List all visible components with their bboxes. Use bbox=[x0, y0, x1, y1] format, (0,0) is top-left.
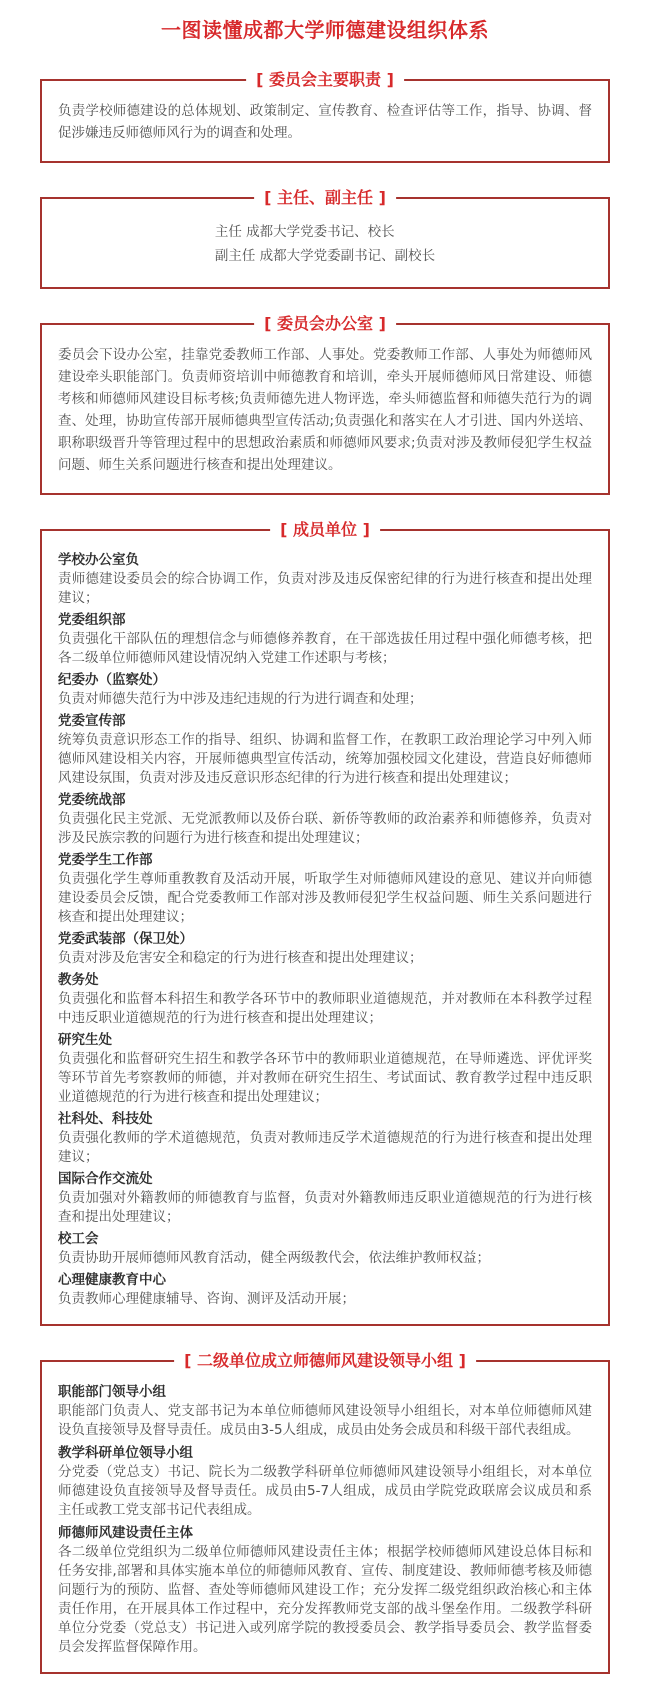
section-secondary-unit-groups bbox=[40, 1351, 610, 1674]
unit-name: 教务处 bbox=[58, 972, 99, 988]
section-committee-office bbox=[40, 314, 610, 495]
member-item bbox=[58, 611, 592, 668]
directors-lines bbox=[215, 220, 435, 268]
unit-desc: 负责对师德失范行为中涉及违纪违规的行为进行调查和处理； bbox=[58, 691, 423, 707]
unit-name: 研究生处 bbox=[58, 1032, 112, 1048]
unit-desc: 负责强化和监督研究生招生和教学各环节中的教师职业道德规范，在导师遴选、评优评奖等环节首先考察教师的师德，并对教师在研究生招生、考试面试、教育教学过程中违反职业道德规范的行为进行核查和提出处理建议； bbox=[58, 1051, 592, 1105]
committee-duties-text: 负责学校师德建设的总体规划、政策制定、宣传教育、检查评估等工作，指导、协调、督促涉嫌违反师德师风行为的调查和处理。 bbox=[58, 103, 592, 141]
director-line: 主任 成都大学党委书记、校长 bbox=[214, 224, 395, 240]
member-item bbox=[58, 671, 592, 709]
section-header-committee-duties: [ 委员会主要职责 ] bbox=[246, 69, 404, 91]
leader-group-item bbox=[58, 1444, 592, 1520]
unit-desc: 负责强化干部队伍的理想信念与师德修养教育，在干部选拔任用过程中强化师德考核，把各二级单位师德师风建设情况纳入党建工作述职与考核； bbox=[58, 631, 592, 666]
member-unit-list bbox=[58, 544, 592, 1311]
member-item bbox=[58, 1170, 592, 1227]
section-header-member-units: [ 成员单位 ] bbox=[270, 519, 380, 541]
member-item bbox=[58, 851, 592, 927]
leader-group-item bbox=[58, 1383, 592, 1440]
unit-desc: 负责强化民主党派、无党派教师以及侨台联、新侨等教师的政治素养和师德修养，负责对涉及民族宗教的问题行为进行核查和提出处理建议； bbox=[58, 811, 592, 846]
group-desc: 职能部门负责人、党支部书记为本单位师德师风建设领导小组组长，对本单位师德师风建设负直接领导及督导责任。成员由3-5人组成，成员由处务会成员和科级干部代表组成。 bbox=[58, 1403, 592, 1438]
deputy-director-line: 副主任 成都大学党委副书记、副校长 bbox=[214, 248, 436, 264]
unit-desc: 负责协助开展师德师风教育活动，健全两级教代会，依法维护教师权益； bbox=[58, 1250, 490, 1266]
unit-name: 纪委办（监察处） bbox=[58, 672, 166, 688]
unit-name: 党委武装部（保卫处） bbox=[58, 931, 193, 947]
unit-name: 党委学生工作部 bbox=[58, 852, 153, 868]
section-header-committee-office: [ 委员会办公室 ] bbox=[254, 313, 396, 335]
group-name: 教学科研单位领导小组 bbox=[58, 1445, 193, 1461]
group-name: 职能部门领导小组 bbox=[58, 1384, 166, 1400]
unit-name: 国际合作交流处 bbox=[58, 1171, 153, 1187]
unit-desc: 责师德建设委员会的综合协调工作，负责对涉及违反保密纪律的行为进行核查和提出处理建议； bbox=[58, 571, 592, 606]
unit-name: 社科处、科技处 bbox=[58, 1111, 153, 1127]
directors-block bbox=[58, 212, 592, 274]
member-item bbox=[58, 1031, 592, 1107]
unit-name: 党委宣传部 bbox=[58, 713, 126, 729]
unit-desc: 负责强化和监督本科招生和教学各环节中的教师职业道德规范，并对教师在本科教学过程中违反职业道德规范的行为进行核查和提出处理建议； bbox=[58, 991, 592, 1026]
section-member-units bbox=[40, 520, 610, 1326]
unit-desc: 负责强化教师的学术道德规范，负责对教师违反学术道德规范的行为进行核查和提出处理建议； bbox=[58, 1130, 592, 1165]
unit-desc: 负责对涉及危害安全和稳定的行为进行核查和提出处理建议； bbox=[58, 950, 423, 966]
unit-name: 党委组织部 bbox=[58, 612, 126, 628]
member-item bbox=[58, 1271, 592, 1309]
member-item bbox=[58, 791, 592, 848]
section-header-directors: [ 主任、副主任 ] bbox=[254, 187, 396, 209]
leader-group-list bbox=[58, 1375, 592, 1659]
unit-name: 校工会 bbox=[58, 1231, 99, 1247]
member-item bbox=[58, 712, 592, 788]
section-committee-duties bbox=[40, 70, 610, 163]
group-name: 师德师风建设责任主体 bbox=[58, 1525, 193, 1541]
unit-desc: 负责教师心理健康辅导、咨询、测评及活动开展； bbox=[58, 1291, 355, 1307]
group-desc: 分党委（党总支）书记、院长为二级教学科研单位师德师风建设领导小组组长，对本单位师德建设负直接领导及督导责任。成员由5-7人组成，成员由学院党政联席会议成员和系主任或教工党支部书记代表组成。 bbox=[58, 1464, 592, 1518]
unit-name: 学校办公室负 bbox=[58, 552, 139, 568]
section-directors bbox=[40, 188, 610, 289]
unit-desc: 负责强化学生尊师重教教育及活动开展，听取学生对师德师风建设的意见、建议并向师德建设委员会反馈，配合党委教师工作部对涉及教师侵犯学生权益问题、师生关系问题进行核查和提出处理建议； bbox=[58, 871, 592, 925]
page-title: 一图读懂成都大学师德建设组织体系 bbox=[161, 18, 489, 42]
section-header-secondary-unit-groups: [ 二级单位成立师德师风建设领导小组 ] bbox=[174, 1350, 476, 1372]
member-item bbox=[58, 1230, 592, 1268]
committee-office-text: 委员会下设办公室，挂靠党委教师工作部、人事处。党委教师工作部、人事处为师德师风建设牵头职能部门。负责师资培训中师德教育和培训，牵头开展师德师风日常建设、师德考核和师德师风建设目标考核;负责师德先进人物评选，牵头师德监督和师德失范行为的调查、处理，协助宣传部开展师德典型宣传活动;负责强化和落实在人才引进、国内外送培、职称职级晋升等管理过程中的思想政治素质和师德师风要求;负责对涉及教师侵犯学生权益问题、师生关系问题进行核查和提出处理建议。 bbox=[58, 347, 592, 473]
member-item bbox=[58, 971, 592, 1028]
member-item bbox=[58, 1110, 592, 1167]
member-item bbox=[58, 930, 592, 968]
unit-desc: 统筹负责意识形态工作的指导、组织、协调和监督工作，在教职工政治理论学习中列入师德师风建设相关内容，开展师德典型宣传活动，统筹加强校园文化建设，营造良好师德师风建设氛围，负责对涉及违反意识形态纪律的行为进行核查和提出处理建议； bbox=[58, 732, 592, 786]
unit-name: 心理健康教育中心 bbox=[58, 1272, 166, 1288]
unit-desc: 负责加强对外籍教师的师德教育与监督，负责对外籍教师违反职业道德规范的行为进行核查和提出处理建议； bbox=[58, 1190, 592, 1225]
unit-name: 党委统战部 bbox=[58, 792, 126, 808]
leader-group-item bbox=[58, 1524, 592, 1657]
member-item bbox=[58, 551, 592, 608]
group-desc: 各二级单位党组织为二级单位师德师风建设责任主体；根据学校师德师风建设总体目标和任务安排,部署和具体实施本单位的师德师风教育、宣传、制度建设、教师师德考核及师德问题行为的预防、监督、查处等师德师风建设工作；充分发挥二级党组织政治核心和主体责任作用，在开展具体工作过程中，充分发挥教师党支部的战斗堡垒作用。二级教学科研单位分党委（党总支）书记进入或列席学院的教授委员会、教学指导委员会、教学监督委员会发挥监督保障作用。 bbox=[58, 1544, 592, 1655]
